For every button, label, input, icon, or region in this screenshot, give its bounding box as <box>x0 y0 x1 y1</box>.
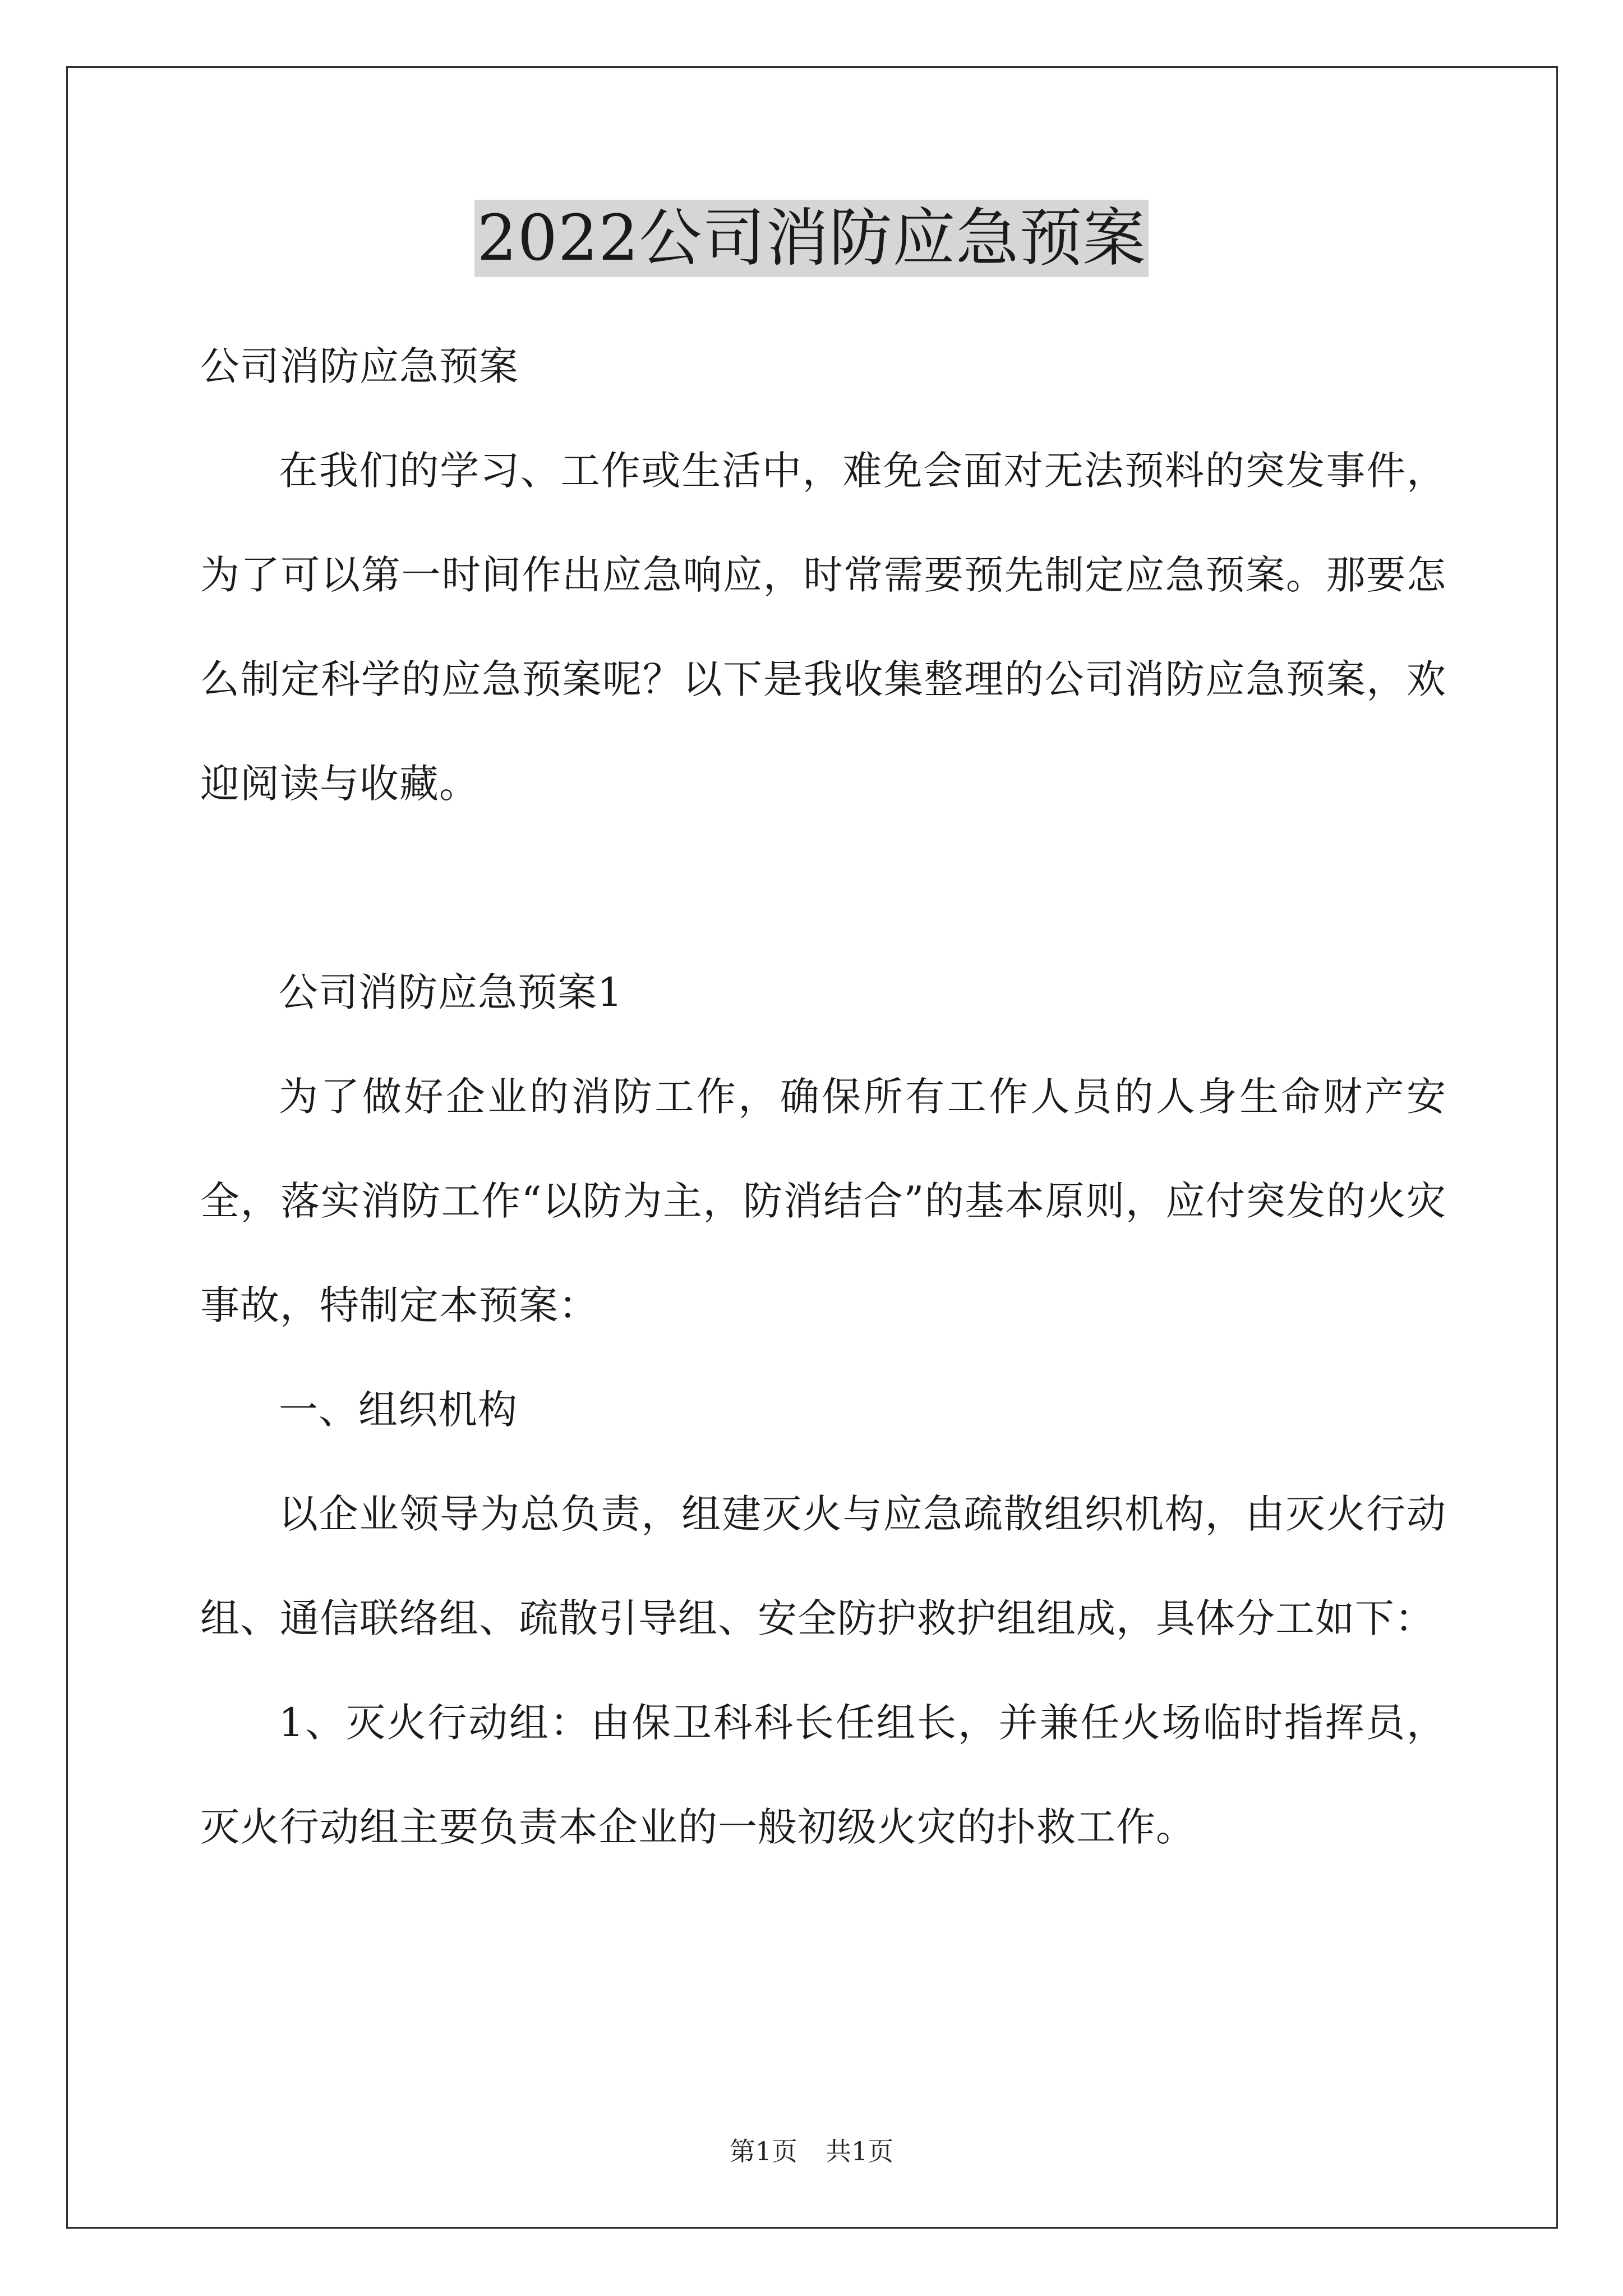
paragraph-subtitle: 公司消防应急预案 <box>200 343 519 389</box>
page-number: 第1页 <box>729 2136 797 2166</box>
subsection-heading: 一、组织机构 <box>279 1387 518 1433</box>
paragraph-intro: 在我们的学习、工作或生活中，难免会面对无法预料的突发事件，为了可以第一时间作出应急响应，时常需要预先制定应急预案。那要怎么制定科学的应急预案呢？以下是我收集整理的公司消防应急预案，欢迎阅读与收藏。 <box>200 448 1446 807</box>
document-body <box>200 314 1446 1879</box>
document-title: 2022公司消防应急预案 <box>474 200 1148 277</box>
page-total: 共1页 <box>826 2136 894 2166</box>
paragraph-spacer <box>200 836 1446 940</box>
paragraph-firefighting-team: 1、灭火行动组：由保卫科科长任组长，并兼任火场临时指挥员，灭火行动组主要负责本企业的一般初级火灾的扑救工作。 <box>200 1700 1446 1850</box>
title-container <box>0 200 1623 277</box>
section-heading: 公司消防应急预案1 <box>279 969 623 1015</box>
paragraph-organization: 以企业领导为总负责，组建灭火与应急疏散组织机构，由灭火行动组、通信联络组、疏散引导组、安全防护救护组组成，具体分工如下： <box>200 1491 1446 1641</box>
paragraph-purpose: 为了做好企业的消防工作，确保所有工作人员的人身生命财产安全，落实消防工作“以防为主，防消结合”的基本原则，应付突发的火灾事故，特制定本预案： <box>200 1074 1446 1328</box>
page-footer <box>0 2134 1623 2168</box>
